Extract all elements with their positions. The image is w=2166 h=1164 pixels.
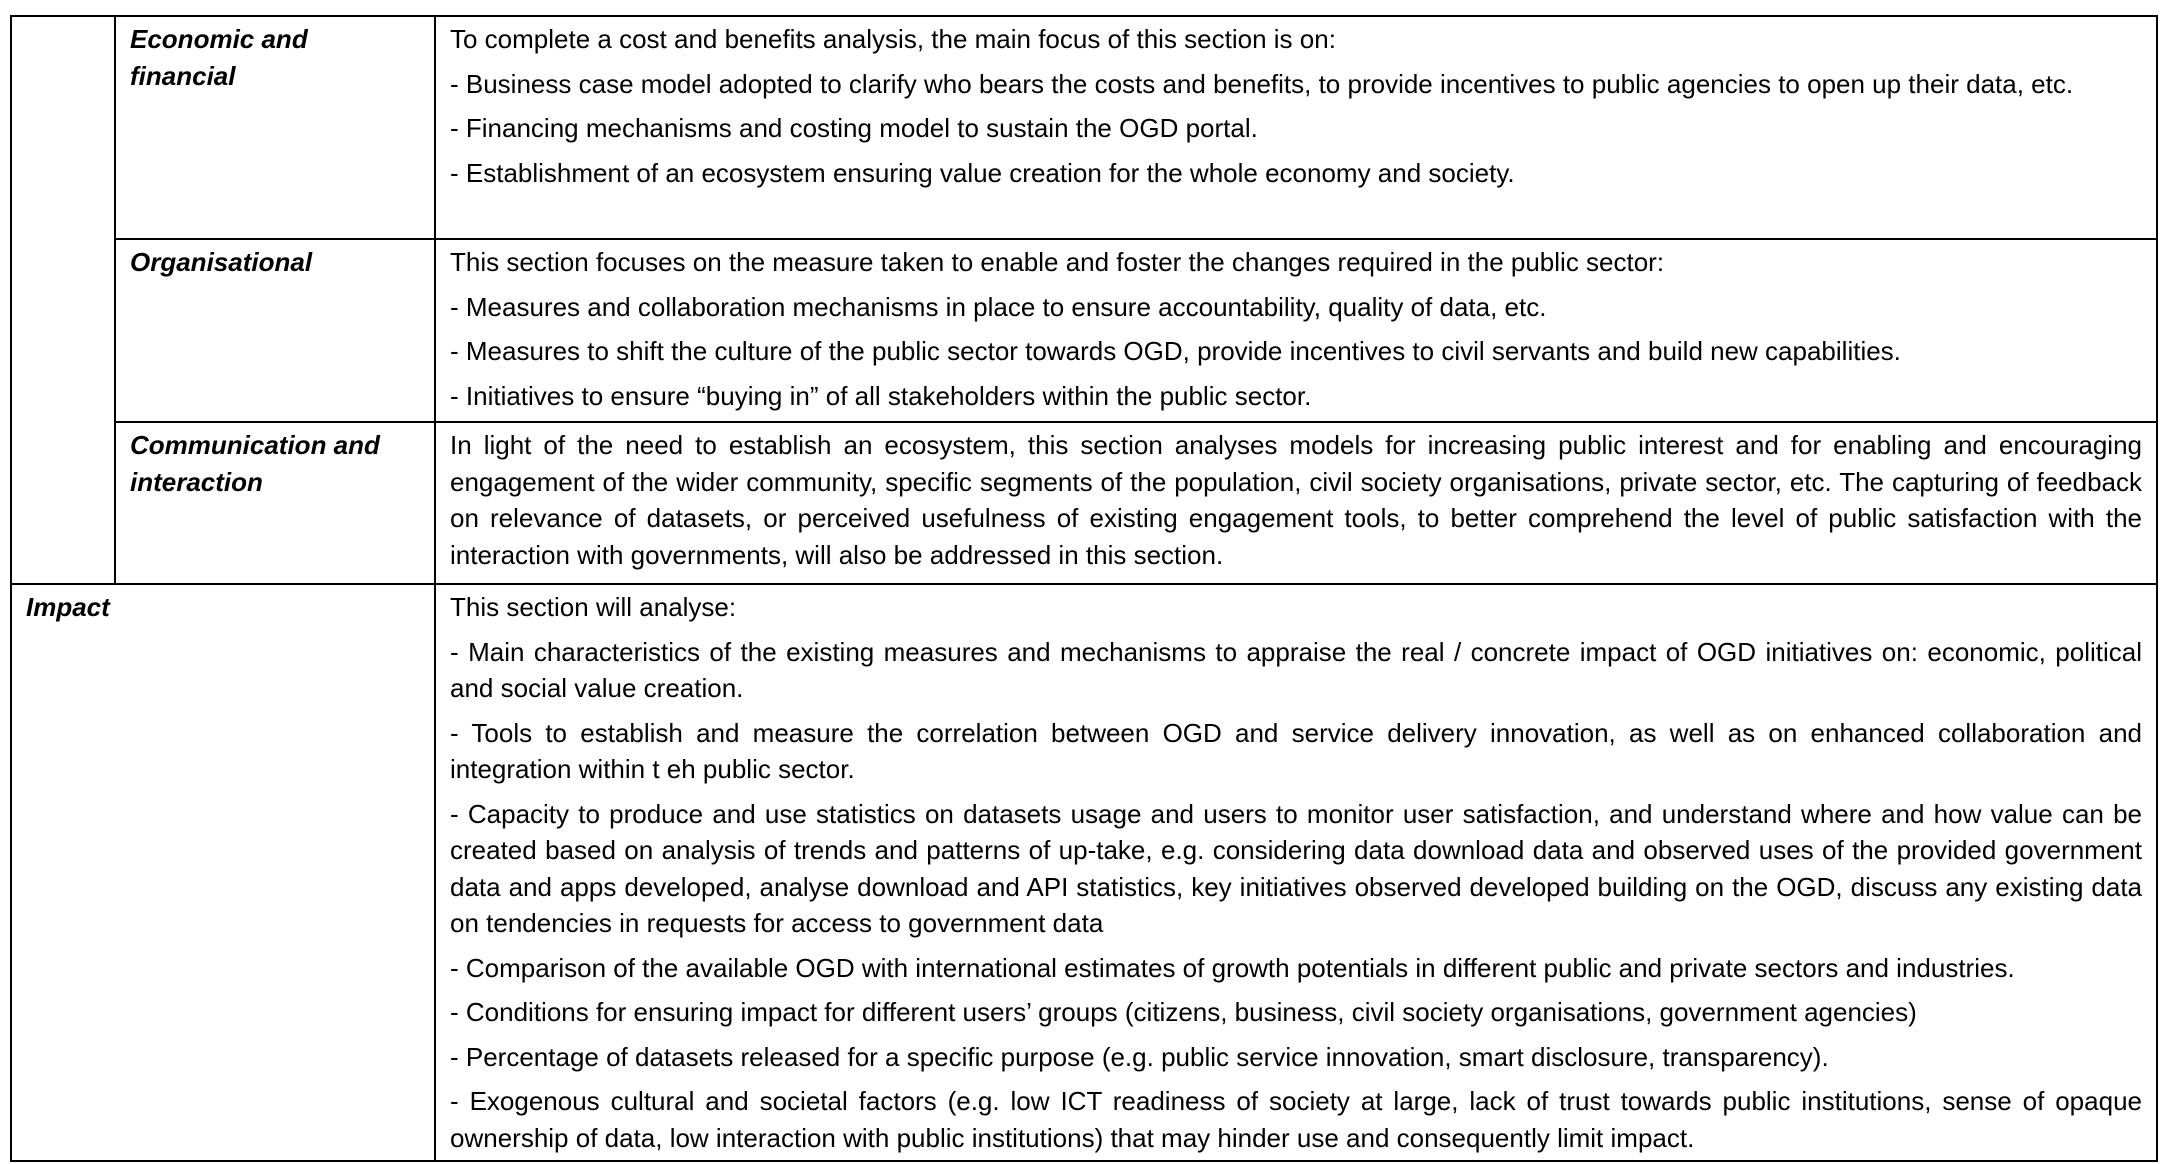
assessment-table [10, 15, 2158, 1162]
row-label-communication: Communication and interaction [115, 422, 435, 584]
content-item: - Main characteristics of the existing measures and mechanisms to appraise the real / concrete impact of OGD initiatives on: economic, political and social value creation. [450, 636, 2142, 703]
content-intro: This section will analyse: [450, 592, 737, 622]
content-item: - Measures and collaboration mechanisms in place to ensure accountability, quality of data, etc. [450, 291, 1547, 322]
table-row-economic [11, 16, 2157, 239]
content-item: - Tools to establish and measure the correlation between OGD and service delivery innovation, as well as on enhanced collaboration and integration within t eh public sector. [450, 717, 2142, 784]
content-item: - Comparison of the available OGD with international estimates of growth potentials in different public and private sectors and industries. [450, 952, 2015, 983]
row-label-impact: Impact [11, 584, 435, 1161]
content-item: - Capacity to produce and use statistics on datasets usage and users to monitor user satisfaction, and understand where and how value can be created based on analysis of trends and patterns of up-take, e.g. considering data download data and observed uses of the provided government data and apps developed, analyse download and API statistics, key initiatives observed developed building on the OGD, discuss any existing data on tendencies in requests for access to government data [450, 798, 2142, 938]
row-content-organisational [435, 239, 2157, 422]
table-row-organisational [11, 239, 2157, 422]
content-intro: This section focuses on the measure taken to enable and foster the changes required in the public sector: [450, 247, 1665, 277]
content-item: - Exogenous cultural and societal factors (e.g. low ICT readiness of society at large, lack of trust towards public institutions, sense of opaque ownership of data, low interaction with public institutions) that may hinder use and consequently limit impact. [450, 1086, 2142, 1153]
content-item: - Financing mechanisms and costing model to sustain the OGD portal. [450, 113, 1258, 143]
group-spacer-cell [11, 16, 115, 584]
row-label-organisational: Organisational [115, 239, 435, 422]
row-content-economic [435, 16, 2157, 239]
content-item: - Percentage of datasets released for a specific purpose (e.g. public service innovation, smart disclosure, transparency). [450, 1041, 1829, 1072]
content-item: - Measures to shift the culture of the public sector towards OGD, provide incentives to civil servants and build new capabilities. [450, 336, 1901, 366]
content-intro: To complete a cost and benefits analysis, the main focus of this section is on: [450, 24, 1336, 54]
table-row-impact [11, 584, 2157, 1161]
content-item: - Conditions for ensuring impact for different users’ groups (citizens, business, civil society organisations, government agencies) [450, 997, 1917, 1027]
content-paragraph: In light of the need to establish an ecosystem, this section analyses models for increasing public interest and for enabling and encouraging engagement of the wider community, specific segments of the population, civil society organisations, private sector, etc. The capturing of feedback on relevance of datasets, or perceived usefulness of existing engagement tools, to better comprehend the level of public satisfaction with the interaction with governments, will also be addressed in this section. [450, 430, 2142, 570]
row-content-impact [435, 584, 2157, 1161]
content-item: - Initiatives to ensure “buying in” of all stakeholders within the public sector. [450, 380, 1312, 411]
row-label-economic: Economic and financial [115, 16, 435, 239]
content-item: - Business case model adopted to clarify who bears the costs and benefits, to provide incentives to public agencies to open up their data, etc. [450, 68, 2074, 99]
row-content-communication [435, 422, 2157, 584]
content-item: - Establishment of an ecosystem ensuring value creation for the whole economy and society. [450, 157, 1515, 188]
table-row-communication [11, 422, 2157, 584]
